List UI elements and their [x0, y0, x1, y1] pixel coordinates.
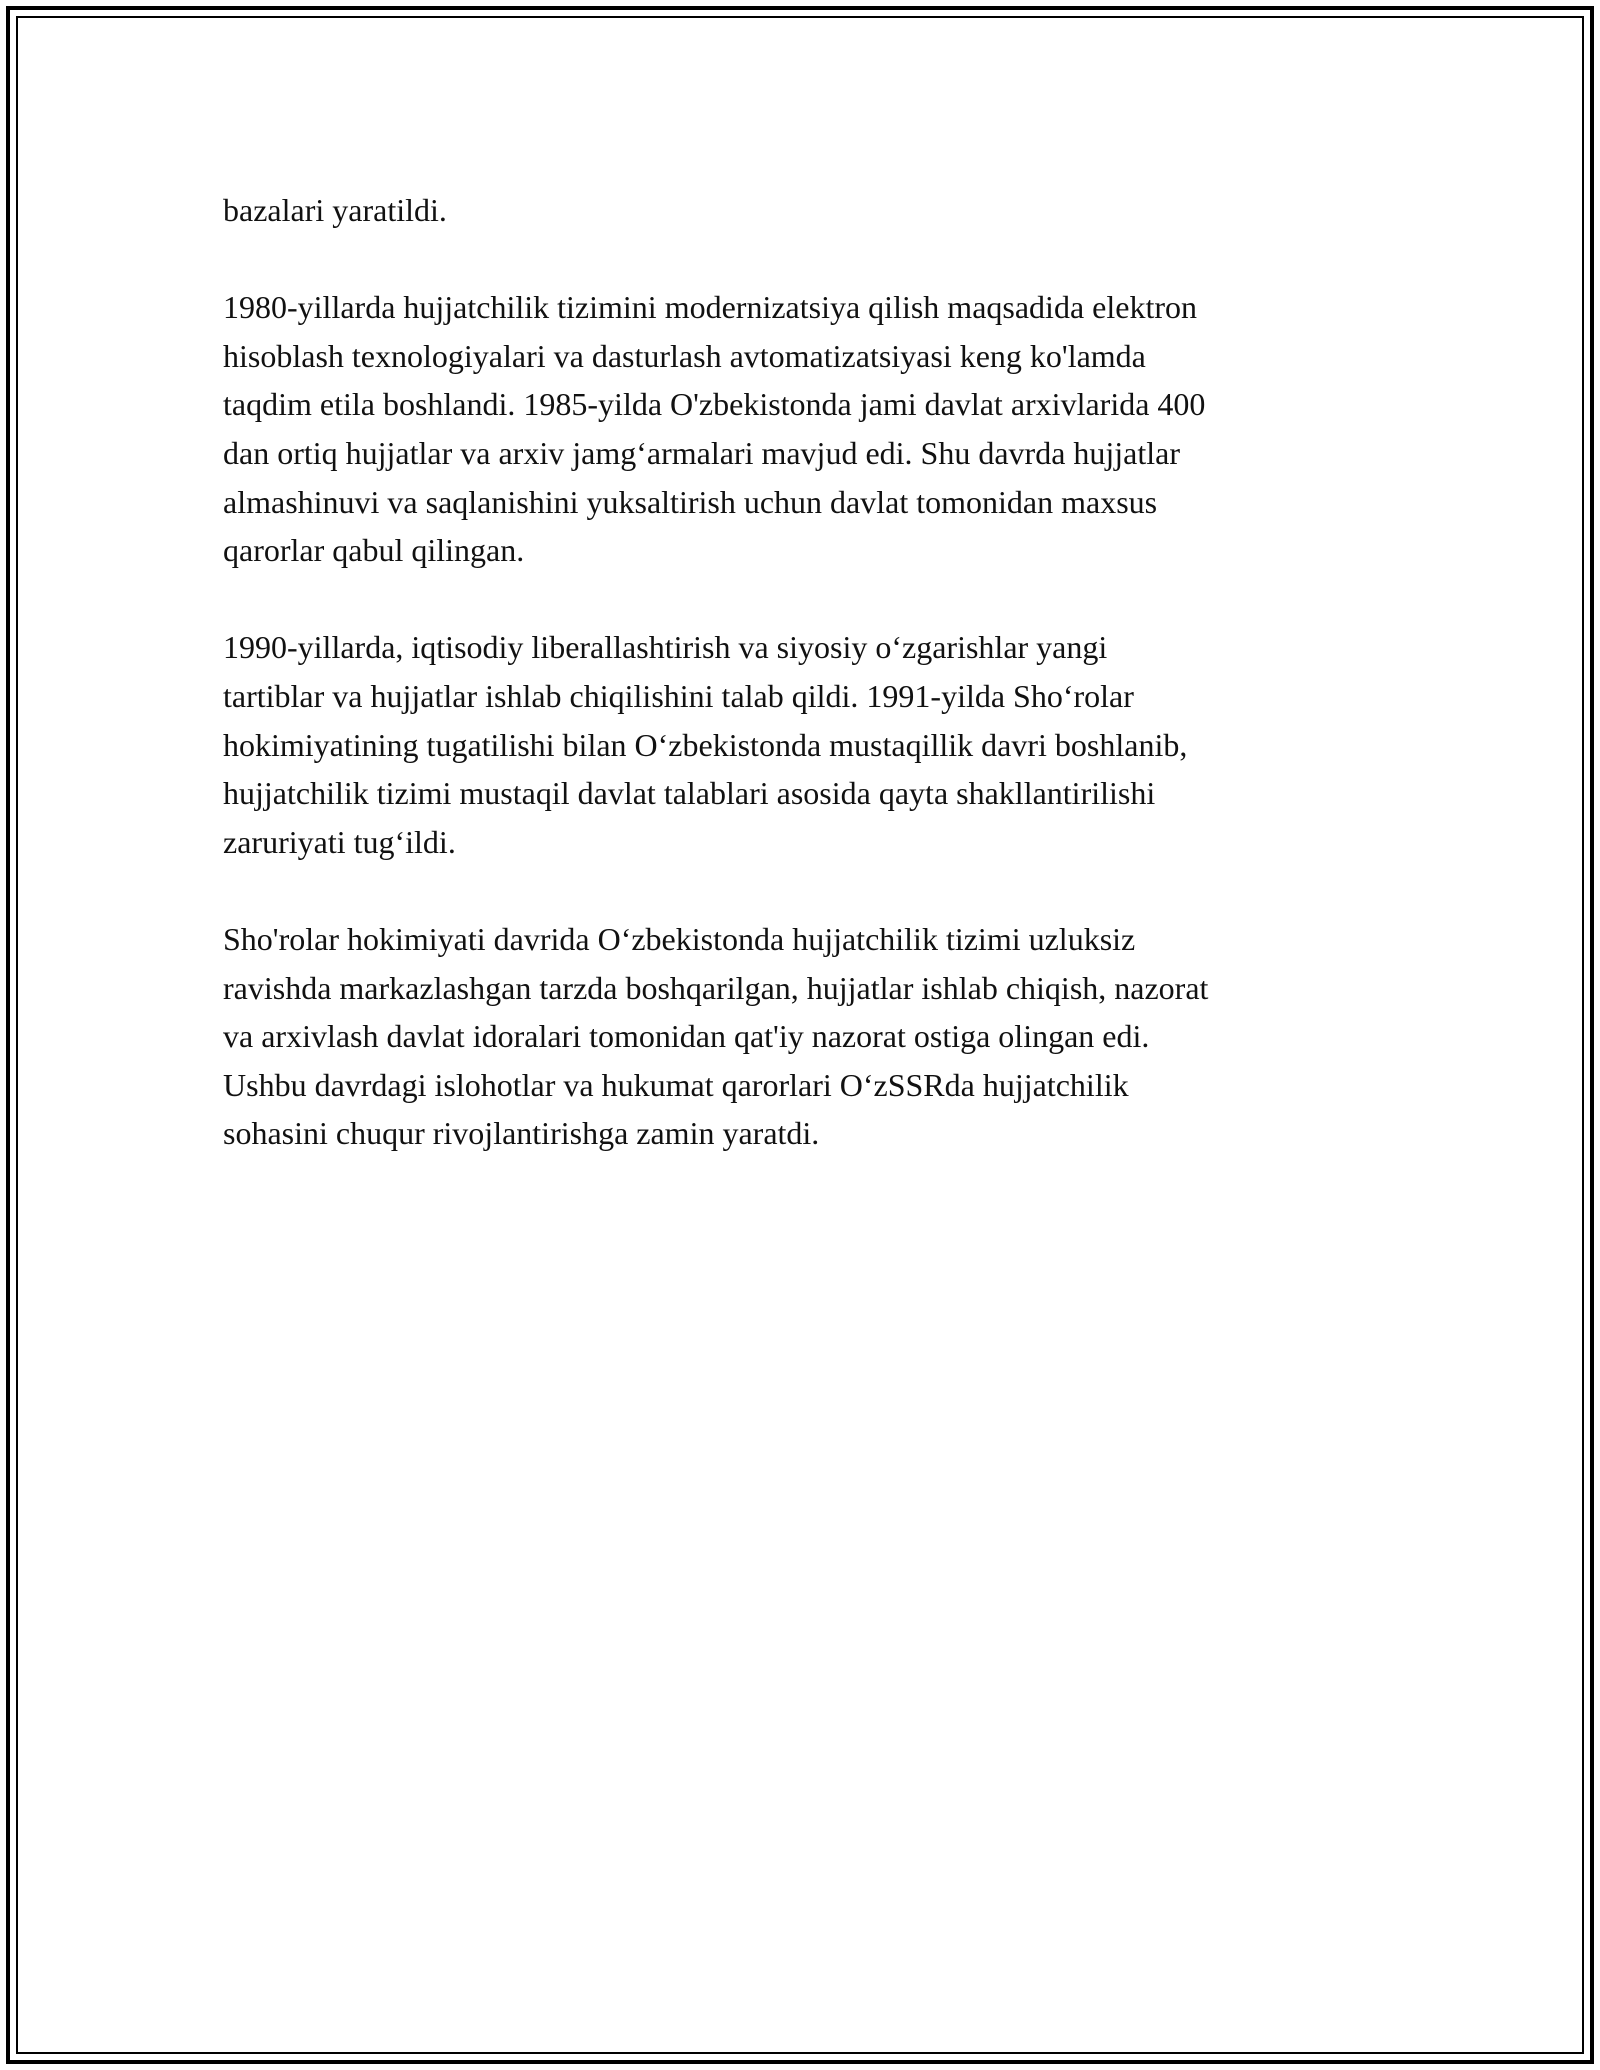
paragraph-soviet-period: Sho'rolar hokimiyati davrida O‘zbekistonda hujjatchilik tizimi uzluksiz ravishda markazlashgan tarzda boshqarilgan, hujjatlar ishlab chiqish, nazorat va arxivlash davlat idoralari tomonidan qat'iy nazorat ostiga olingan edi. Ushbu davrdagi islohotlar va hukumat qarorlari O‘zSSRda hujjatchilik sohasini chuqur rivojlantirishga zamin yaratdi. [223, 920, 1209, 1152]
document-body [223, 186, 1403, 1206]
paragraph-1990s: 1990-yillarda, iqtisodiy liberallashtirish va siyosiy o‘zgarishlar yangi tartiblar va hujjatlar ishlab chiqilishini talab qildi. 1991-yilda Sho‘rolar hokimiyatining tugatilishi bilan O‘zbekistonda mustaqillik davri boshlanib, hujjatchilik tizimi mustaqil davlat talablari asosida qayta shakllantirilishi zaruriyati tug‘ildi. [223, 629, 1188, 860]
paragraph-continuation: bazalari yaratildi. [223, 192, 447, 228]
paragraph-1980s: 1980-yillarda hujjatchilik tizimini modernizatsiya qilish maqsadida elektron hisoblash texnologiyalari va dasturlash avtomatizatsiyasi keng ko'lamda taqdim etila boshlandi. 1985-yilda O'zbekistonda jami davlat arxivlarida 400 dan ortiq hujjatlar va arxiv jamg‘armalari mavjud edi. Shu davrda hujjatlar almashinuvi va saqlanishini yuksaltirish uchun davlat tomonidan maxsus qarorlar qabul qilingan. [223, 289, 1206, 569]
